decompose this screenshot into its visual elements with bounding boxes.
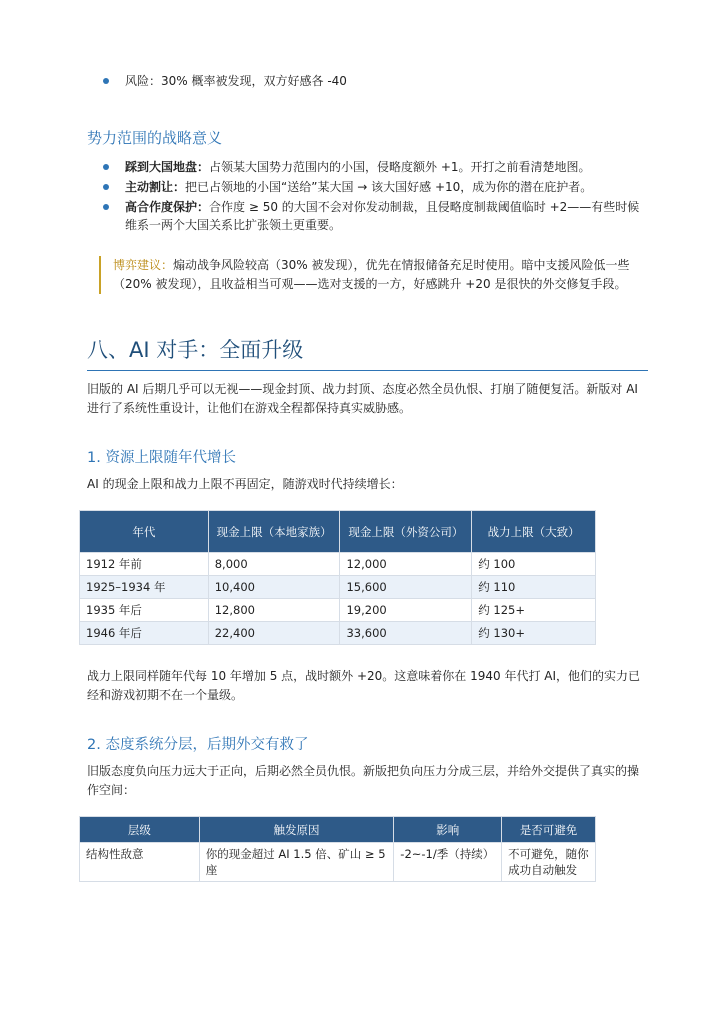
table-cell: 22,400 (208, 622, 340, 645)
list-item (87, 198, 647, 234)
table-cell: 约 125+ (472, 599, 596, 622)
bullet-label: 高合作度保护： (125, 200, 210, 214)
bullet-text: 把已占领地的小国“送给”某大国 → 该大国好感 +10，成为你的潜在庇护者。 (185, 180, 593, 194)
table-cell: 约 110 (472, 576, 596, 599)
table-cell: 1925–1934 年 (80, 576, 209, 599)
bullet-label: 风险： (125, 74, 162, 88)
column-header: 层级 (80, 817, 200, 843)
strategy-tip (99, 256, 653, 294)
bullet-text: 30% 概率被发现，双方好感各 -40 (161, 74, 347, 88)
sphere-list (87, 158, 647, 234)
page-content (87, 0, 647, 882)
subsection-intro-2: 旧版态度负向压力远大于正向，后期必然全员仇恨。新版把负向压力分成三层，并给外交提供了真实的操作空间： (87, 764, 640, 797)
list-item (87, 178, 647, 196)
table-row (80, 576, 596, 599)
section-intro: 旧版的 AI 后期几乎可以无视——现金封顶、战力封顶、态度必然全员仇恨、打崩了随便复活。新版对 AI 进行了系统性重设计，让他们在游戏全程都保持真实威胁感。 (87, 382, 638, 415)
table-cell: 33,600 (340, 622, 472, 645)
table-cell: 10,400 (208, 576, 340, 599)
table-cell: 12,800 (208, 599, 340, 622)
subsection-heading-1: 1. 资源上限随年代增长 (87, 450, 236, 466)
column-header: 战力上限（大致） (472, 511, 596, 553)
subsection-intro-1: AI 的现金上限和战力上限不再固定，随游戏时代持续增长： (87, 477, 403, 491)
column-header: 是否可避免 (502, 817, 596, 843)
table-row (80, 599, 596, 622)
table-cell: 1912 年前 (80, 553, 209, 576)
column-header: 年代 (80, 511, 209, 553)
bullet-label: 踩到大国地盘： (125, 160, 210, 174)
section-heading: 八、AI 对手：全面升级 (87, 338, 304, 362)
risk-list (87, 72, 647, 90)
tip-label: 博弈建议： (113, 258, 174, 272)
bullet-text: 占领某大国势力范围内的小国，侵略度额外 +1。开打之前看清楚地图。 (209, 160, 591, 174)
table-cell: 12,000 (340, 553, 472, 576)
table-row (80, 622, 596, 645)
list-item (87, 72, 647, 90)
table-note: 战力上限同样随年代每 10 年增加 5 点，战时额外 +20。这意味着你在 1940 年代打 AI，他们的实力已经和游戏初期不在一个量级。 (87, 669, 641, 702)
table-cell: 约 100 (472, 553, 596, 576)
table-cell: 不可避免，随你成功自动触发 (502, 843, 596, 882)
table-cell: 结构性敌意 (80, 843, 200, 882)
column-header: 现金上限（外资公司） (340, 511, 472, 553)
bullet-label: 主动割让： (125, 180, 186, 194)
column-header: 现金上限（本地家族） (208, 511, 340, 553)
tip-text: 煽动战争风险较高（30% 被发现），优先在情报储备充足时使用。暗中支援风险低一些（20% 被发现），且收益相当可观——选对支援的一方，好感跳升 +20 是很快的外交修复手段。 (113, 258, 630, 291)
subsection-heading-2: 2. 态度系统分层，后期外交有救了 (87, 737, 309, 753)
table-cell: 1935 年后 (80, 599, 209, 622)
column-header: 触发原因 (199, 817, 394, 843)
heading-rule (87, 370, 648, 371)
table-row (80, 843, 596, 882)
table-header-row (80, 817, 596, 843)
table-cell: -2~-1/季（持续） (394, 843, 502, 882)
column-header: 影响 (394, 817, 502, 843)
table-cell: 你的现金超过 AI 1.5 倍、矿山 ≥ 5 座 (199, 843, 394, 882)
sphere-heading: 势力范围的战略意义 (87, 129, 223, 147)
table-row (80, 553, 596, 576)
table-cell: 19,200 (340, 599, 472, 622)
table-header-row (80, 511, 596, 553)
resource-cap-table (79, 510, 596, 645)
table-cell: 约 130+ (472, 622, 596, 645)
attitude-layer-table (79, 816, 596, 882)
bullet-text: 合作度 ≥ 50 的大国不会对你发动制裁，且侵略度制裁阈值临时 +2——有些时候维系一两个大国关系比扩张领土更重要。 (125, 200, 640, 232)
table-cell: 15,600 (340, 576, 472, 599)
table-cell: 8,000 (208, 553, 340, 576)
table-cell: 1946 年后 (80, 622, 209, 645)
list-item (87, 158, 647, 176)
